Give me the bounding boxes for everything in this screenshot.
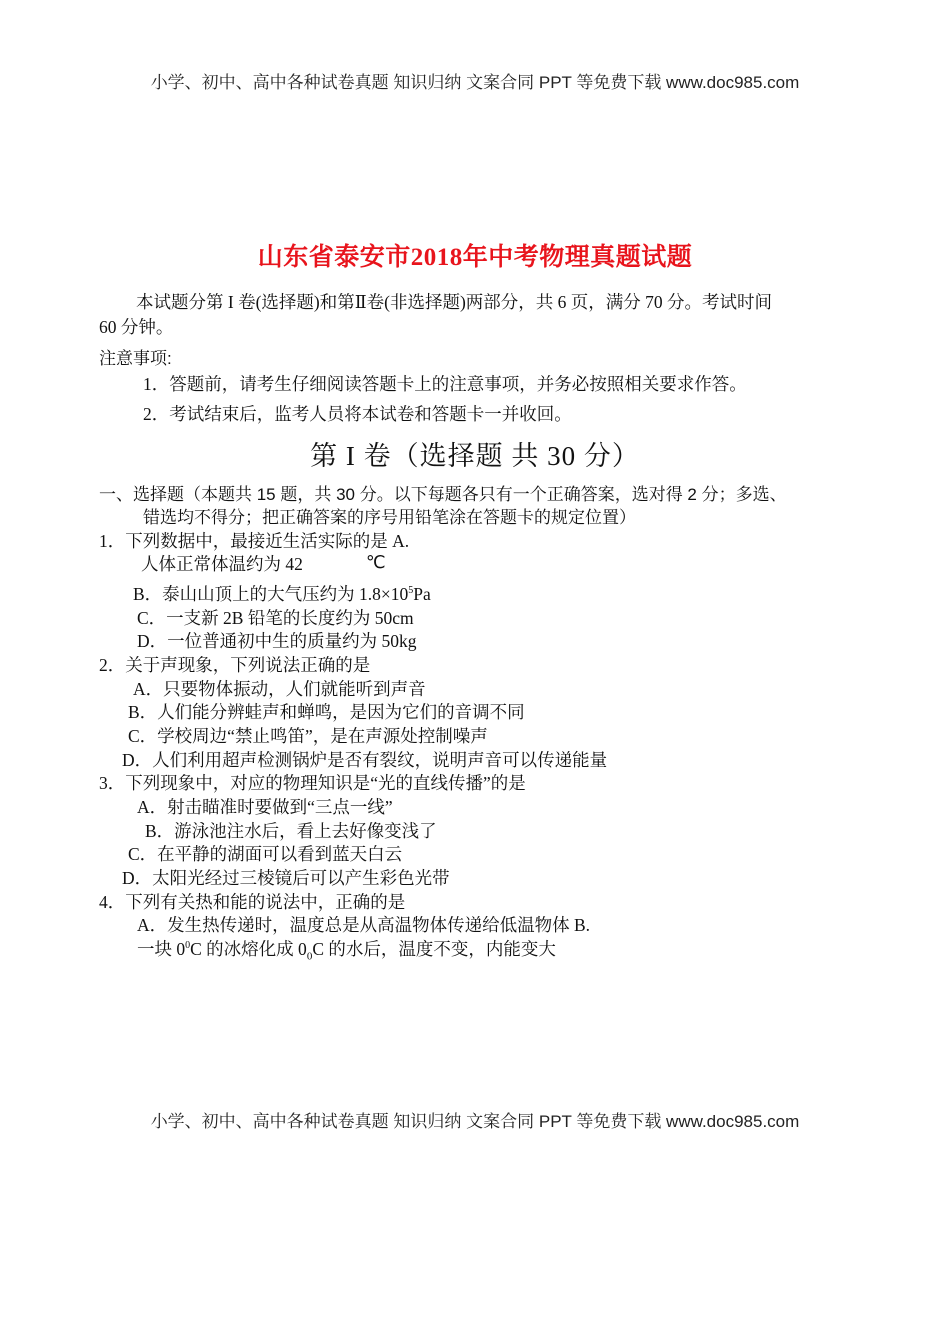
q2-option-c: C．学校周边“禁止鸣笛”，是在声源处控制噪声: [128, 726, 488, 746]
q4-option-b-part-3: C 的水后，温度不变，内能变大: [312, 939, 556, 959]
q1-option-a-unit: ℃: [366, 552, 386, 572]
intro-line-2: 60 分钟。: [99, 317, 174, 337]
q1-option-b-base: B．泰山山顶上的大气压约为 1.8×10: [133, 584, 409, 604]
notice-heading: 注意事项:: [99, 349, 172, 368]
q4-stem: 4．下列有关热和能的说法中，正确的是: [99, 892, 406, 912]
q3-option-a: A．射击瞄准时要做到“三点一线”: [137, 797, 393, 817]
q2-option-d: D．人们利用超声检测锅炉是否有裂纹，说明声音可以传递能量: [122, 750, 608, 770]
q4-option-b-degree-1: 0: [185, 940, 191, 952]
page-footer: 小学、初中、高中各种试卷真题 知识归纳 文案合同 PPT 等免费下载 www.doc985.com: [150, 1112, 800, 1131]
section-title: 第 I 卷（选择题 共 30 分）: [310, 441, 640, 471]
q1-option-b: [133, 581, 431, 606]
q3-option-c: C．在平静的湖面可以看到蓝天白云: [128, 844, 403, 864]
q1-option-a: 人体正常体温约为 42: [141, 554, 303, 574]
q1-option-d: D．一位普通初中生的质量约为 50kg: [137, 631, 417, 651]
intro-line-1: 本试题分第 I 卷(选择题)和第Ⅱ卷(非选择题)两部分，共 6 页，满分 70 分。考试时间: [136, 292, 773, 312]
notice-item-1: 1．答题前，请考生仔细阅读答题卡上的注意事项，并务必按照相关要求作答。: [143, 374, 747, 394]
q4-option-b-part-1: 一块 0: [137, 939, 186, 959]
q4-option-b: [137, 936, 556, 961]
q4-option-a: A．发生热传递时，温度总是从高温物体传递给低温物体 B.: [137, 915, 591, 935]
part-one-heading-line-2: 错选均不得分；把正确答案的序号用铅笔涂在答题卡的规定位置）: [143, 508, 636, 527]
q3-stem: 3．下列现象中，对应的物理知识是“光的直线传播”的是: [99, 773, 526, 793]
document-title: 山东省泰安市2018年中考物理真题试题: [257, 244, 693, 271]
notice-item-2: 2．考试结束后，监考人员将本试卷和答题卡一并收回。: [143, 404, 572, 424]
q3-option-b: B．游泳池注水后，看上去好像变浅了: [145, 821, 437, 841]
q1-option-c: C．一支新 2B 铅笔的长度约为 50cm: [137, 608, 414, 628]
q1-option-b-exponent: 5: [408, 585, 414, 597]
q2-option-a: A．只要物体振动，人们就能听到声音: [133, 679, 426, 699]
q2-option-b: B．人们能分辨蛙声和蝉鸣，是因为它们的音调不同: [128, 702, 525, 722]
q1-stem: 1．下列数据中，最接近生活实际的是 A.: [99, 531, 410, 551]
page-header: 小学、初中、高中各种试卷真题 知识归纳 文案合同 PPT 等免费下载 www.doc985.com: [150, 73, 800, 92]
q4-option-b-degree-2: 0: [306, 950, 313, 963]
q2-stem: 2．关于声现象，下列说法正确的是: [99, 655, 371, 675]
q3-option-d: D．太阳光经过三棱镜后可以产生彩色光带: [122, 868, 450, 888]
q4-option-b-part-2: C 的冰熔化成 0: [190, 939, 307, 959]
q1-option-b-unit: Pa: [413, 584, 431, 604]
part-one-heading-line-1: 一、选择题（本题共 15 题，共 30 分。以下每题各只有一个正确答案，选对得 2 分；多选、: [99, 485, 787, 504]
